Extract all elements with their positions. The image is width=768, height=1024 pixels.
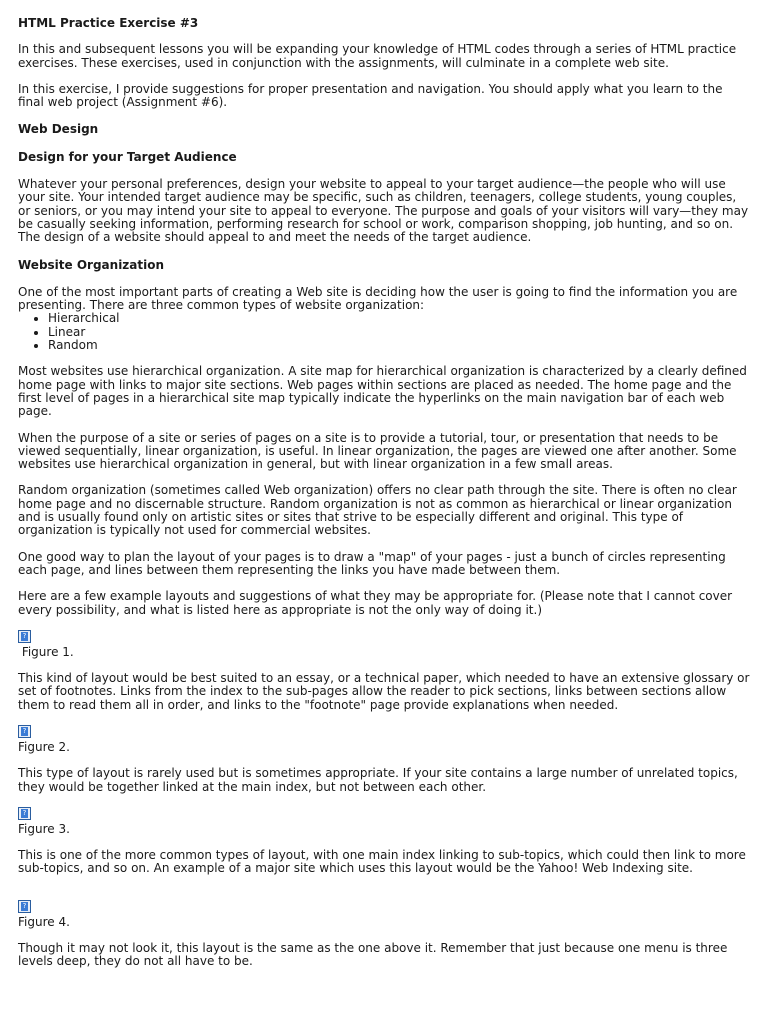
figure-3-caption: Figure 3.: [18, 821, 70, 836]
broken-image-icon: ?: [18, 900, 31, 913]
broken-image-icon: ?: [18, 630, 31, 643]
hierarchical-paragraph: Most websites use hierarchical organization. A site map for hierarchical organization is characterized by a clearly defined home page with links to major site sections. Web pages within sections are placed as needed. The home page and the first level of pages in a hierarchical site map typically indicate the hyperlinks on the main navigation bar of each web page.: [18, 364, 747, 419]
figure-4-description: Though it may not look it, this layout is the same as the one above it. Remember that just because one menu is three levels deep, they do not all have to be.: [18, 941, 728, 969]
intro-paragraph-2: In this exercise, I provide suggestions for proper presentation and navigation. You should apply what you learn to the final web project (Assignment #6).: [18, 81, 723, 110]
figure-1-caption: Figure 1.: [18, 644, 74, 659]
target-audience-paragraph: Whatever your personal preferences, design your website to appeal to your target audience—the people who will use your site. Your intended target audience may be specific, such as children, teenagers, college students, young couples, or seniors, or you may intend your site to appeal to everyone. The purpose and goals of your visitors will vary—they may be casually seeking information, performing research for school or work, comparison shopping, job hunting, and so on. The design of a website should appeal to and meet the needs of the target audience.: [18, 177, 749, 245]
figure-2-caption: Figure 2.: [18, 739, 70, 754]
heading-website-organization: Website Organization: [18, 257, 165, 272]
figure-1-image[interactable]: [18, 630, 750, 643]
list-item: • Hierarchical: [48, 312, 750, 325]
figure-1-description: This kind of layout would be best suited to an essay, or a technical paper, which needed to have an extensive glossary or set of footnotes. Links from the index to the sub-pages allow the reader to pick sections, links between sections allow them to read them all in order, and links to the "footnote" page provide explanations when needed.: [18, 671, 750, 712]
organization-types-list: [18, 312, 750, 352]
heading-target-audience: Design for your Target Audience: [18, 149, 237, 164]
page-title: HTML Practice Exercise #3: [18, 16, 199, 30]
figure-2-image[interactable]: [18, 725, 750, 738]
figure-4-image[interactable]: [18, 900, 750, 913]
organization-intro-paragraph: One of the most important parts of creating a Web site is deciding how the user is going to find the information you are presenting. There are three common types of website organization:: [18, 284, 738, 313]
broken-image-icon: ?: [18, 725, 31, 738]
examples-paragraph: Here are a few example layouts and suggestions of what they may be appropriate for. (Please note that I cannot cover every possibility, and what is listed here as appropriate is not the only way of doing it.): [18, 589, 733, 617]
map-paragraph: One good way to plan the layout of your pages is to draw a "map" of your pages - just a bunch of circles representing each page, and lines between them representing the links you have made between them.: [18, 549, 726, 577]
heading-web-design: Web Design: [18, 122, 99, 137]
list-item: • Random: [48, 339, 750, 352]
broken-image-icon: ?: [18, 807, 31, 820]
intro-paragraph-1: In this and subsequent lessons you will be expanding your knowledge of HTML codes through a series of HTML practice exercises. These exercises, used in conjunction with the assignments, will culminate in a complete web site.: [18, 42, 737, 70]
figure-3-description: This is one of the more common types of layout, with one main index linking to sub-topics, which could then link to more sub-topics, and so on. An example of a major site which uses this layout would be the Yahoo! Web Indexing site.: [18, 848, 746, 876]
figure-3-image[interactable]: [18, 807, 750, 820]
figure-4-caption: Figure 4.: [18, 914, 70, 929]
list-item: • Linear: [48, 326, 750, 339]
random-paragraph: Random organization (sometimes called Web organization) offers no clear path through the site. There is often no clear home page and no discernable structure. Random organization is not as common as hierarchical or linear organization and is usually found only on artistic sites or sites that strive to be especially different and original. This type of organization is typically not used for commercial websites.: [18, 483, 737, 538]
figure-2-description: This type of layout is rarely used but is sometimes appropriate. If your site contains a large number of unrelated topics, they would be together linked at the main index, but not between each other.: [18, 766, 738, 794]
linear-paragraph: When the purpose of a site or series of pages on a site is to provide a tutorial, tour, or presentation that needs to be viewed sequentially, linear organization, is useful. In linear organization, the pages are viewed one after another. Some websites use hierarchical organization in general, but with linear organization in a few small areas.: [18, 430, 737, 472]
